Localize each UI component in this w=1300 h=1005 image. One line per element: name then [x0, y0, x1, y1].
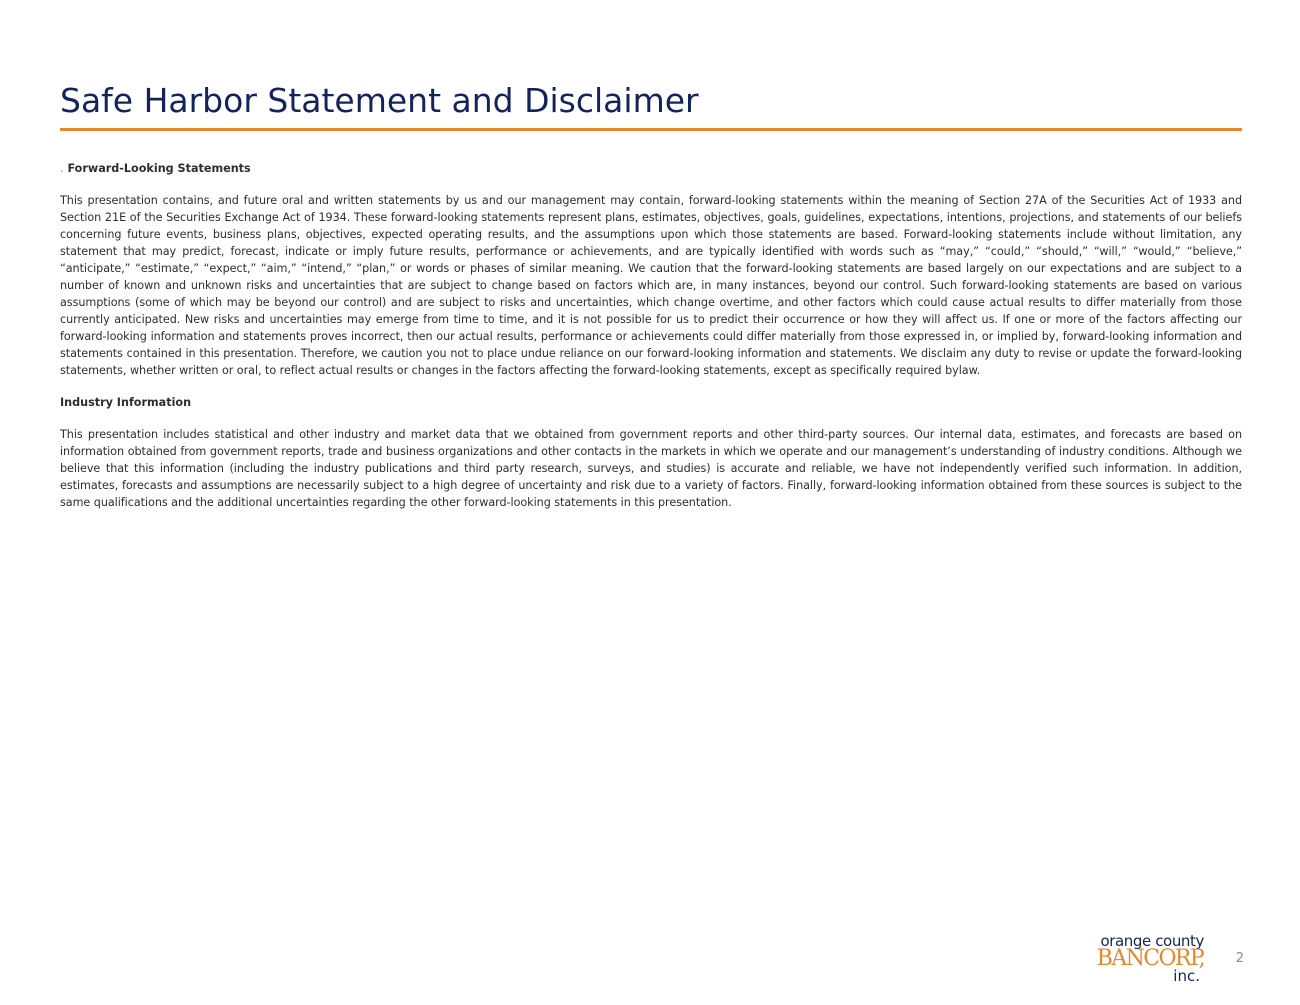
logo-line-inc: inc.	[1173, 967, 1200, 985]
slide-title: Safe Harbor Statement and Disclaimer	[60, 81, 699, 120]
page-number: 2	[1235, 951, 1244, 966]
logo-line-orange-county: orange county	[1100, 932, 1204, 950]
industry-information-paragraph: This presentation includes statistical and other industry and market data that we obtained from government reports and other third-party sources. Our internal data, estimates, and forecasts are based on information obtained from government reports, trade and business organizations and other contacts in the markets in which we operate and our management’s understanding of industry conditions. Although we believe that this information (including the industry publications and third party research, surveys, and studies) is accurate and reliable, we have not independently verified such information. In addition, estimates, forecasts and assumptions are necessarily subject to a high degree of uncertainty and risk due to a variety of factors. Finally, forward-looking information obtained from these sources is subject to the same qualifications and the additional uncertainties regarding the other forward-looking statements in this presentation.	[60, 428, 1242, 509]
logo-line-bancorp: BANCORP,	[1096, 946, 1204, 971]
section-heading-forward-looking	[60, 160, 1242, 177]
section-heading-industry-information: Industry Information	[60, 396, 192, 409]
section-heading-label: Forward-Looking Statements	[67, 162, 251, 175]
leading-dot: .	[60, 162, 64, 175]
disclaimer-content	[60, 160, 1242, 511]
forward-looking-paragraph: This presentation contains, and future oral and written statements by us and our management may contain, forward-looking statements within the meaning of Section 27A of the Securities Act of 1933 and Section 21E of the Securities Exchange Act of 1934. These forward-looking statements represent plans, estimates, objectives, goals, guidelines, expectations, intentions, projections, and statements of our beliefs concerning future events, business plans, objectives, expected operating results, and the assumptions upon which those statements are based. Forward-looking statements include without limitation, any statement that may predict, forecast, indicate or imply future results, performance or achievements, and are typically identified with words such as “may,” “could,” “should,” “will,” “would,” “believe,” “anticipate,” “estimate,” “expect,” “aim,” “intend,” “plan,” or words or phases of similar meaning. We caution that the forward-looking statements are based largely on our expectations and are subject to a number of known and unknown risks and uncertainties that are subject to change based on factors which are, in many instances, beyond our control. Such forward-looking statements are based on various assumptions (some of which may be beyond our control) and are subject to risks and uncertainties, which change overtime, and other factors which could cause actual results to differ materially from those currently anticipated. New risks and uncertainties may emerge from time to time, and it is not possible for us to predict their occurrence or how they will affect us. If one or more of the factors affecting our forward-looking information and statements proves incorrect, then our actual results, performance or achievements could differ materially from those expressed in, or implied by, forward-looking information and statements contained in this presentation. Therefore, we caution you not to place undue reliance on our forward-looking information and statements. We disclaim any duty to revise or update the forward-looking statements, whether written or oral, to reflect actual results or changes in the factors affecting the forward-looking statements, except as specifically required bylaw.	[60, 194, 1242, 377]
company-logo	[1086, 934, 1204, 986]
title-divider	[60, 128, 1242, 131]
